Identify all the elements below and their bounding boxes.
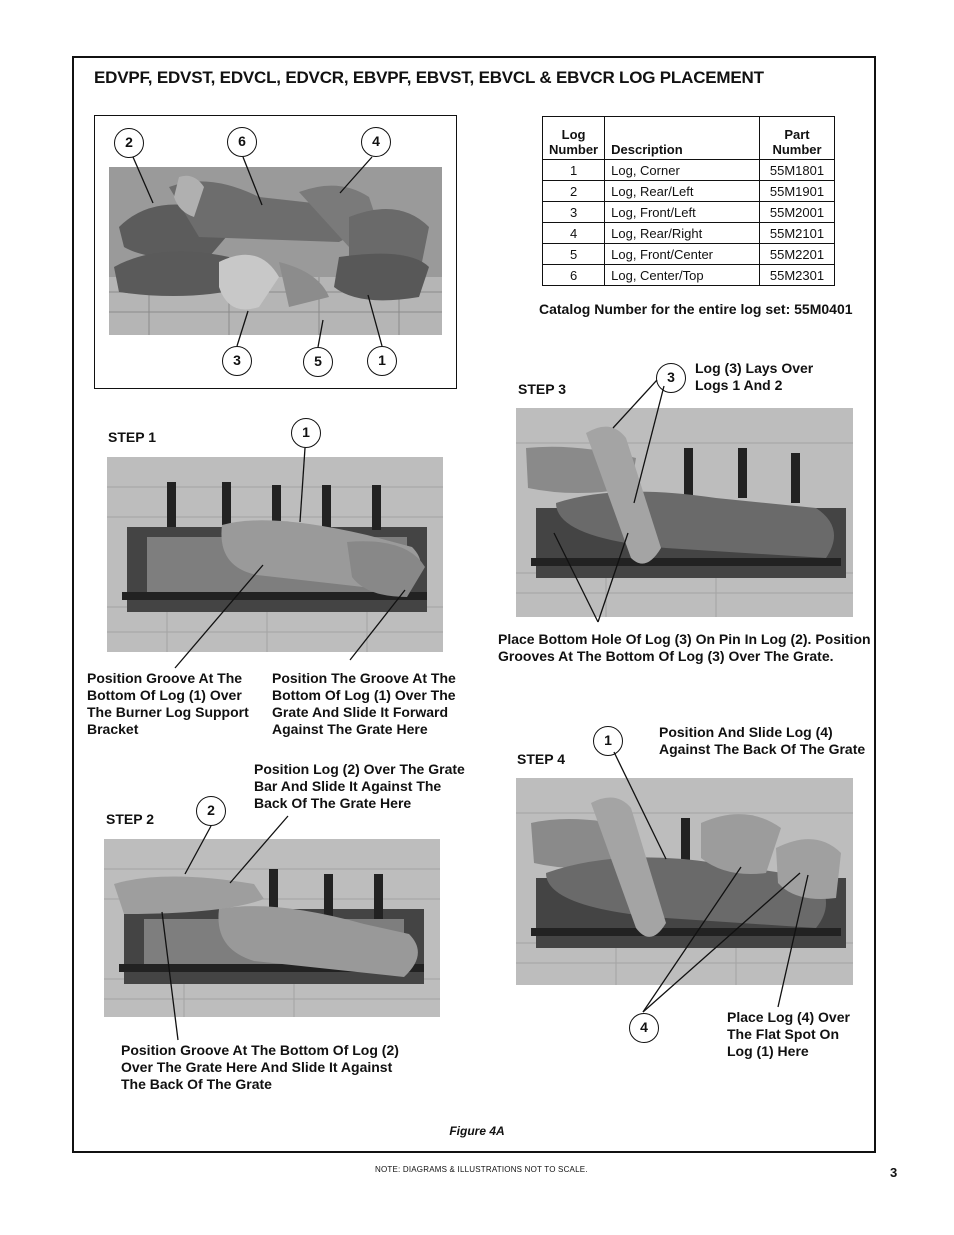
cell-desc: Log, Front/Center — [605, 244, 760, 265]
cell-desc: Log, Rear/Right — [605, 223, 760, 244]
step1-callout: 1 — [291, 418, 321, 448]
step4-callout-1: 1 — [593, 726, 623, 756]
cell-part: 55M2201 — [760, 244, 835, 265]
step2-note-bottom: Position Groove At The Bottom Of Log (2) Over The Grate Here And Slide It Against The Back Of The Grate — [121, 1042, 399, 1092]
cell-num: 6 — [543, 265, 605, 286]
hero-callout-5: 5 — [303, 347, 333, 377]
cell-desc: Log, Center/Top — [605, 265, 760, 286]
step1-note-right: Position The Groove At The Bottom Of Log (1) Over The Grate And Slide It Forward Against The Grate Here — [272, 670, 456, 737]
hero-callout-2: 2 — [114, 128, 144, 158]
table-row — [543, 202, 835, 223]
table-row — [543, 223, 835, 244]
catalog-number: Catalog Number for the entire log set: 55M0401 — [539, 301, 853, 317]
page-title: EDVPF, EDVST, EDVCL, EDVCR, EBVPF, EBVST, EBVCL & EBVCR LOG PLACEMENT — [94, 68, 764, 87]
step2-label: STEP 2 — [106, 811, 154, 827]
table-row — [543, 181, 835, 202]
step3-callout: 3 — [656, 363, 686, 393]
page-number: 3 — [890, 1165, 898, 1180]
cell-num: 4 — [543, 223, 605, 244]
hero-callout-1: 1 — [367, 346, 397, 376]
table-row — [543, 265, 835, 286]
step4-photo — [516, 778, 853, 985]
cell-num: 5 — [543, 244, 605, 265]
hero-callout-3: 3 — [222, 346, 252, 376]
hero-callout-6: 6 — [227, 127, 257, 157]
table-row — [543, 160, 835, 181]
cell-part: 55M1801 — [760, 160, 835, 181]
cell-desc: Log, Front/Left — [605, 202, 760, 223]
step2-photo — [104, 839, 440, 1017]
figure-caption: Figure 4A — [449, 1124, 505, 1138]
cell-part: 55M1901 — [760, 181, 835, 202]
parts-table — [542, 116, 835, 286]
step1-label: STEP 1 — [108, 429, 156, 445]
step3-label: STEP 3 — [518, 381, 566, 397]
table-row — [543, 244, 835, 265]
col-description: Description — [605, 117, 760, 160]
hero-callout-4: 4 — [361, 127, 391, 157]
table-header-row — [543, 117, 835, 160]
step4-note-bottom: Place Log (4) Over The Flat Spot On Log (1) Here — [727, 1009, 850, 1059]
step4-callout-4: 4 — [629, 1013, 659, 1043]
col-part-number: Part Number — [760, 117, 835, 160]
cell-num: 2 — [543, 181, 605, 202]
cell-part: 55M2101 — [760, 223, 835, 244]
cell-num: 3 — [543, 202, 605, 223]
step1-photo — [107, 457, 443, 652]
step2-note-top: Position Log (2) Over The Grate Bar And Slide It Against The Back Of The Grate Here — [254, 761, 465, 811]
cell-part: 55M2001 — [760, 202, 835, 223]
cell-num: 1 — [543, 160, 605, 181]
col-log-number: Log Number — [543, 117, 605, 160]
footer-note: NOTE: DIAGRAMS & ILLUSTRATIONS NOT TO SCALE. — [375, 1165, 588, 1174]
step2-callout: 2 — [196, 796, 226, 826]
step4-label: STEP 4 — [517, 751, 565, 767]
step3-note-top: Log (3) Lays Over Logs 1 And 2 — [695, 360, 814, 393]
cell-desc: Log, Rear/Left — [605, 181, 760, 202]
step1-note-left: Position Groove At The Bottom Of Log (1) Over The Burner Log Support Bracket — [87, 670, 249, 737]
step3-photo — [516, 408, 853, 617]
cell-part: 55M2301 — [760, 265, 835, 286]
cell-desc: Log, Corner — [605, 160, 760, 181]
step4-note-top: Position And Slide Log (4) Against The Back Of The Grate — [659, 724, 866, 757]
log-set-overview-photo — [109, 167, 442, 335]
step3-note-bottom: Place Bottom Hole Of Log (3) On Pin In Log (2). Position Grooves At The Bottom Of Log (3) Over The Grate. — [498, 631, 871, 664]
